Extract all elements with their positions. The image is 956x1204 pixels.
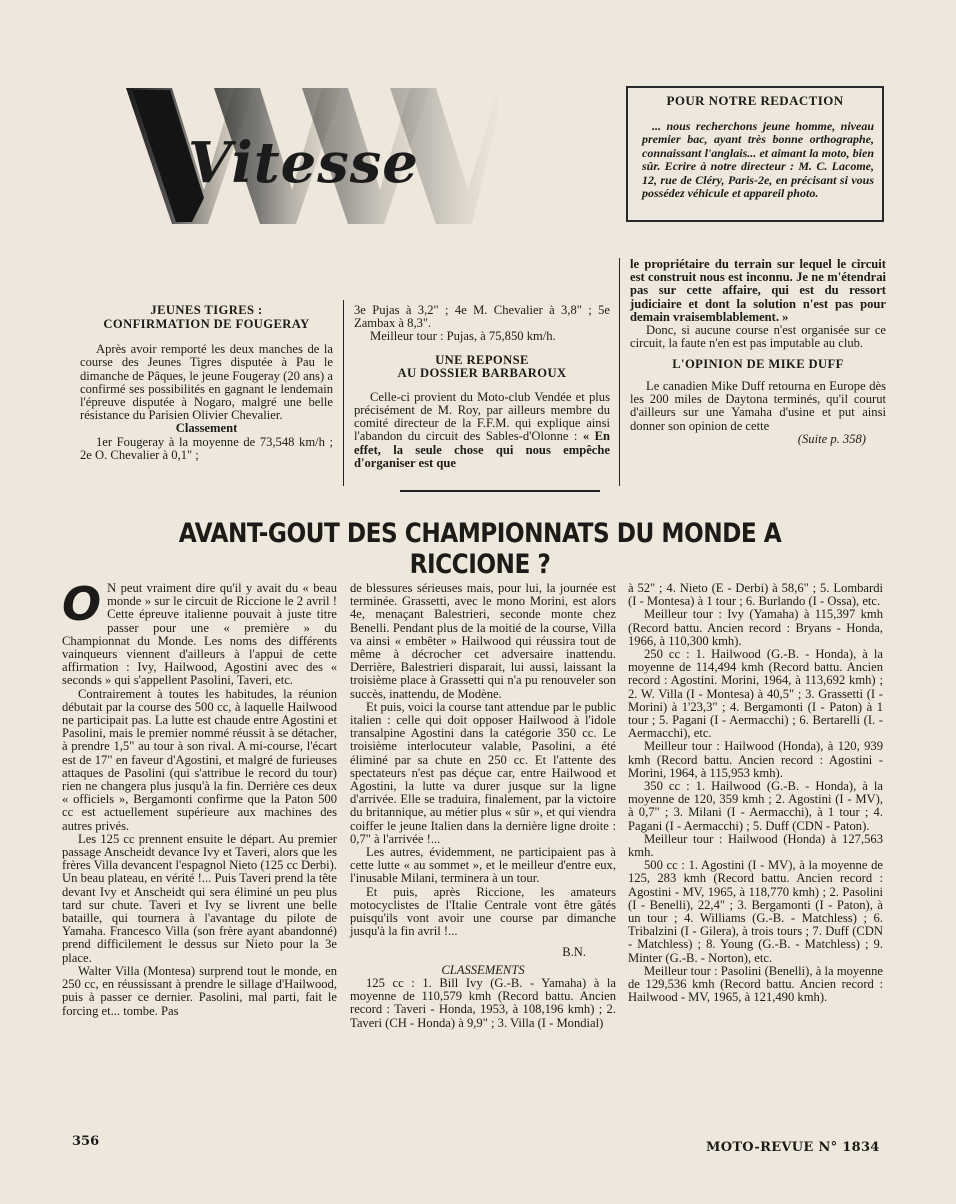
classement-heading: Classement: [175, 421, 238, 436]
barbaroux-title-2: AU DOSSIER BARBAROUX: [397, 366, 567, 381]
mike-duff-paragraph: Le canadien Mike Duff retourna en Europe dès les 200 miles de Daytona terminés, qu'il courut d'ailleurs sur une Yamaha d'usine et put ainsi donner son opinion de cette: [630, 379, 886, 433]
article-column-1: [62, 577, 337, 1018]
best-lap-125cc: Meilleur tour : Ivy (Yamaha) à 115,397 kmh (Record battu. Ancien record : Bryans - Honda, 1966, à 110,300 kmh).: [628, 607, 883, 648]
suite-reference: (Suite p. 358): [797, 431, 866, 446]
redaction-box: [626, 86, 884, 222]
jeunes-title-1: JEUNES TIGRES :: [150, 303, 263, 317]
mike-duff-title: L'OPINION DE MIKE DUFF: [672, 357, 844, 372]
jeunes-title-2: CONFIRMATION DE FOUGERAY: [103, 316, 310, 331]
barbaroux-text: Celle-ci provient du Moto-club Vendée et plus précisément de M. Roy, par ailleurs membre du comité directeur de la F.F.M. qui explique ainsi l'abandon du circuit des Sables-d'Olonne :: [354, 389, 610, 444]
article-paragraph: Walter Villa (Montesa) surprend tout le monde, en 250 cc, en réussissant à prendre le sillage d'Hailwood, puis à passer ce dernier. Pasolini, mal parti, fait le forcing et... tombe. Pas: [62, 963, 337, 1018]
results-500cc: 500 cc : 1. Agostini (I - MV), à la moyenne de 125, 283 kmh (Record battu. Ancien record : Agostini - MV, 1965, à 118,770 kmh) ; 2. Pasolini (I - Benelli), 22,4" ; 3. Bergamonti (I - Paton), à un tour ; 4. Williams (G.-B. - Matchless) ; 6. Tribalzini (I - Gilera), à trois tours ; 7. Duff (CDN - Matchless) ; 8. Young (G.-B. - Matchless) ; 9. Minter (G.-B. - Norton), etc.: [628, 858, 883, 965]
right-top-column: [630, 258, 886, 446]
vitesse-logo: [126, 86, 498, 226]
barbaroux-title-1: UNE REPONSE: [435, 352, 529, 367]
middle-top-column: [354, 304, 610, 470]
journal-name: MOTO-REVUE N° 1834: [706, 1140, 880, 1155]
redaction-body: ... nous recherchons jeune homme, niveau premier bac, ayant très bonne orthographe, connaissant l'anglais... et aimant la moto, bien sûr. Ecrire à notre directeur : M. C. Lacome, 12, rue de Cléry, Paris-2e, en précisant si vous possédez véhicule et appareil photo.: [642, 118, 874, 201]
jeunes-best-lap: Meilleur tour : Pujas, à 75,850 km/h.: [370, 329, 556, 344]
jeunes-paragraph: Après avoir remporté les deux manches de la course des Jeunes Tigres disputée à Pau le dimanche de Pâques, le jeune Fougeray (20 ans) a confirmé ses possibilités en gagnant le lendemain l'épreuve disputée à Nogaro, malgré une belle résistance du Parisien Olivier Chevalier.: [80, 342, 333, 423]
redaction-title: POUR NOTRE REDACTION: [666, 93, 844, 108]
best-lap-350cc: Meilleur tour : Hailwood (Honda) à 127,563 kmh.: [628, 831, 883, 860]
best-lap-250cc: Meilleur tour : Hailwood (Honda), à 120, 939 kmh (Record battu. Ancien record : Agostini - Morini, 1964, à 115,953 kmh).: [628, 739, 883, 780]
jeunes-tigres-column: [80, 304, 333, 462]
article-signature: B.N.: [562, 945, 586, 960]
article-intro: N peut vraiment dire qu'il y avait du « beau monde » sur le circuit de Riccione le 2 avril ! Cette épreuve italienne pouvait à juste titre passer pour une « première » du Championnat du Monde. Les noms des différents vainqueurs viennent d'ailleurs à l'appui de cette affirmation : Ivy, Hailwood, Agostini avec des « seconds » qui s'appellent Pasolini, Taveri, etc.: [62, 581, 337, 688]
drop-cap: O: [62, 577, 102, 631]
jeunes-result-continued: 3e Pujas à 3,2" ; 4e M. Chevalier à 3,8" ; 5e Zambax à 8,3".: [354, 303, 610, 331]
best-lap-500cc: Meilleur tour : Pasolini (Benelli), à la moyenne de 129,536 kmh (Record battu. Ancien record : Hailwood - MV, 1965, à 121,490 kmh).: [628, 963, 883, 1005]
article-column-3: [628, 582, 883, 1005]
barbaroux-quote-end: le propriétaire du terrain sur lequel le circuit est construit nous est inconnu. Je ne m'étendrai pas sur cette affaire, qui est du ressort judiciaire et dont la solution n'est pas pour demain vraisemblablement. »: [630, 257, 886, 324]
separator-rule: [400, 490, 600, 492]
barbaroux-conclusion: Donc, si aucune course n'est organisée sur ce circuit, la faute n'en est pas imputable au club.: [630, 323, 886, 351]
article-paragraph: Les autres, évidemment, ne participaient pas à cette lutte « au sommet », et le meilleur d'entre eux, l'inusable Milani, terminera à un tour.: [350, 845, 616, 886]
article-paragraph: Contrairement à toutes les habitudes, la réunion débutait par la course des 500 cc, à laquelle Hailwood ne participait pas. La lutte est chaude entre Agostini et Pasolini, mais le premier nommé réussit à se détacher, à prendre 1,5" au tour à son rival. A mi-course, l'écart est de 17" en faveur d'Agostini, et malgré de furieuses attaques de Pasolini (qui s'attribue le record du tour) rien ne changera plus jusqu'à la fin. Derrière ces deux « officiels », Bergamonti confirme que la Paton 500 cc est actuellement supérieure aux machines des autres privés.: [62, 686, 337, 833]
barbaroux-paragraph: [354, 391, 610, 470]
results-350cc: 350 cc : 1. Hailwood (G.-B. - Honda), à la moyenne de 120, 359 kmh ; 2. Agostini (I - MV), à 0,7" ; 3. Milani (I - Aermacchi), à 1 tour ; 4. Pagani (I - Aermacchi) ; 5. Duff (CDN - Paton).: [628, 779, 883, 833]
article-paragraph: Et puis, voici la course tant attendue par le public italien : celle qui doit opposer Hailwood à l'idole transalpine Agostini dans la catégorie 350 cc. Le troisième interlocuteur valable, Pasolini, a été éliminé par sa chute en 250 cc. Et l'attente des spectateurs n'est pas déçue car, entre Hailwood et Agostini, la lutte va durer jusque sur la ligne d'arrivée. Elle se traduira, finalement, par la victoire du britannique, au métier plus « sûr », et qui viendra coiffer le jeune Italien dans la dernière ligne droite : 0,7" à l'arrivée !...: [350, 699, 616, 846]
article-headline: AVANT-GOUT DES CHAMPIONNATS DU MONDE A RICCIONE ?: [178, 518, 782, 580]
vitesse-logo-text: Vitesse: [188, 130, 419, 196]
barbaroux-quote: « En effet, la seule chose qui nous empêche d'organiser est que: [354, 429, 610, 470]
classements-heading: CLASSEMENTS: [441, 962, 525, 977]
column-rule: [619, 258, 620, 486]
column-rule: [343, 300, 344, 486]
jeunes-result: 1er Fougeray à la moyenne de 73,548 km/h ; 2e O. Chevalier à 0,1" ;: [80, 434, 333, 462]
article-paragraph: Les 125 cc prennent ensuite le départ. Au premier passage Anscheidt devance Ivy et Taveri, alors que les frères Villa devancent l'espagnol Nieto (125 cc Derbi). Un beau plateau, en vérité !... Puis Taveri prend la tête devant Ivy et Anscheidt qui sera éliminé un peu plus tard sur chute. Taveri et Ivy se livrent une belle bataille, qui tournera à l'avantage du pilote de Yamaha. Francesco Villa (son frère ayant abandonné) prend difficilement le dessus sur Nieto pour la 3e place.: [62, 831, 337, 965]
page-number: 356: [72, 1134, 100, 1149]
article-paragraph: de blessures sérieuses mais, pour lui, la journée est terminée. Grassetti, avec le mono Morini, est alors 4e, menaçant Balestrieri, seconde monte chez Benelli. Pendant plus de la moitié de la course, Villa va ainsi « embêter » Hailwood qui réussira tout de même à décrocher cet adversaire inattendu. Derrière, Balestrieri disparait, lui aussi, laissant la troisième place à Grassetti qui n'a pu renouveler son succès, inattendu, de Modène.: [350, 581, 616, 701]
results-250cc: 250 cc : 1. Hailwood (G.-B. - Honda), à la moyenne de 114,494 kmh (Record battu. Ancien record : Agostini. Morini, 1964, à 113,692 kmh) ; 2. W. Villa (I - Montesa) à 40,5" ; 3. Grassetti (I - Morini) à 1'23,3" ; 4. Bergamonti (I - Paton) à 1 tour ; 5. Pagani (I - Aermacchi) ; 6. Bertarelli (I. - Aermacchi), etc.: [628, 647, 883, 741]
article-paragraph: Et puis, après Riccione, les amateurs motocyclistes de l'Italie Centrale vont être gâtés puisqu'ils vont avoir une course par dimanche jusqu'à la fin avril !...: [350, 884, 616, 939]
results-125cc: 125 cc : 1. Bill Ivy (G.-B. - Yamaha) à la moyenne de 110,579 kmh (Record battu. Ancien record : Taveri - Honda, 1953, à 108,196 kmh) ; 2. Taveri (CH - Honda) à 9,9" ; 3. Villa (I - Mondial): [350, 975, 616, 1030]
article-column-2: [350, 582, 616, 1030]
results-125cc-continued: à 52" ; 4. Nieto (E - Derbi) à 58,6" ; 5. Lombardi (I - Montesa) à 1 tour ; 6. Burlando (I - Ossa), etc.: [628, 581, 883, 609]
